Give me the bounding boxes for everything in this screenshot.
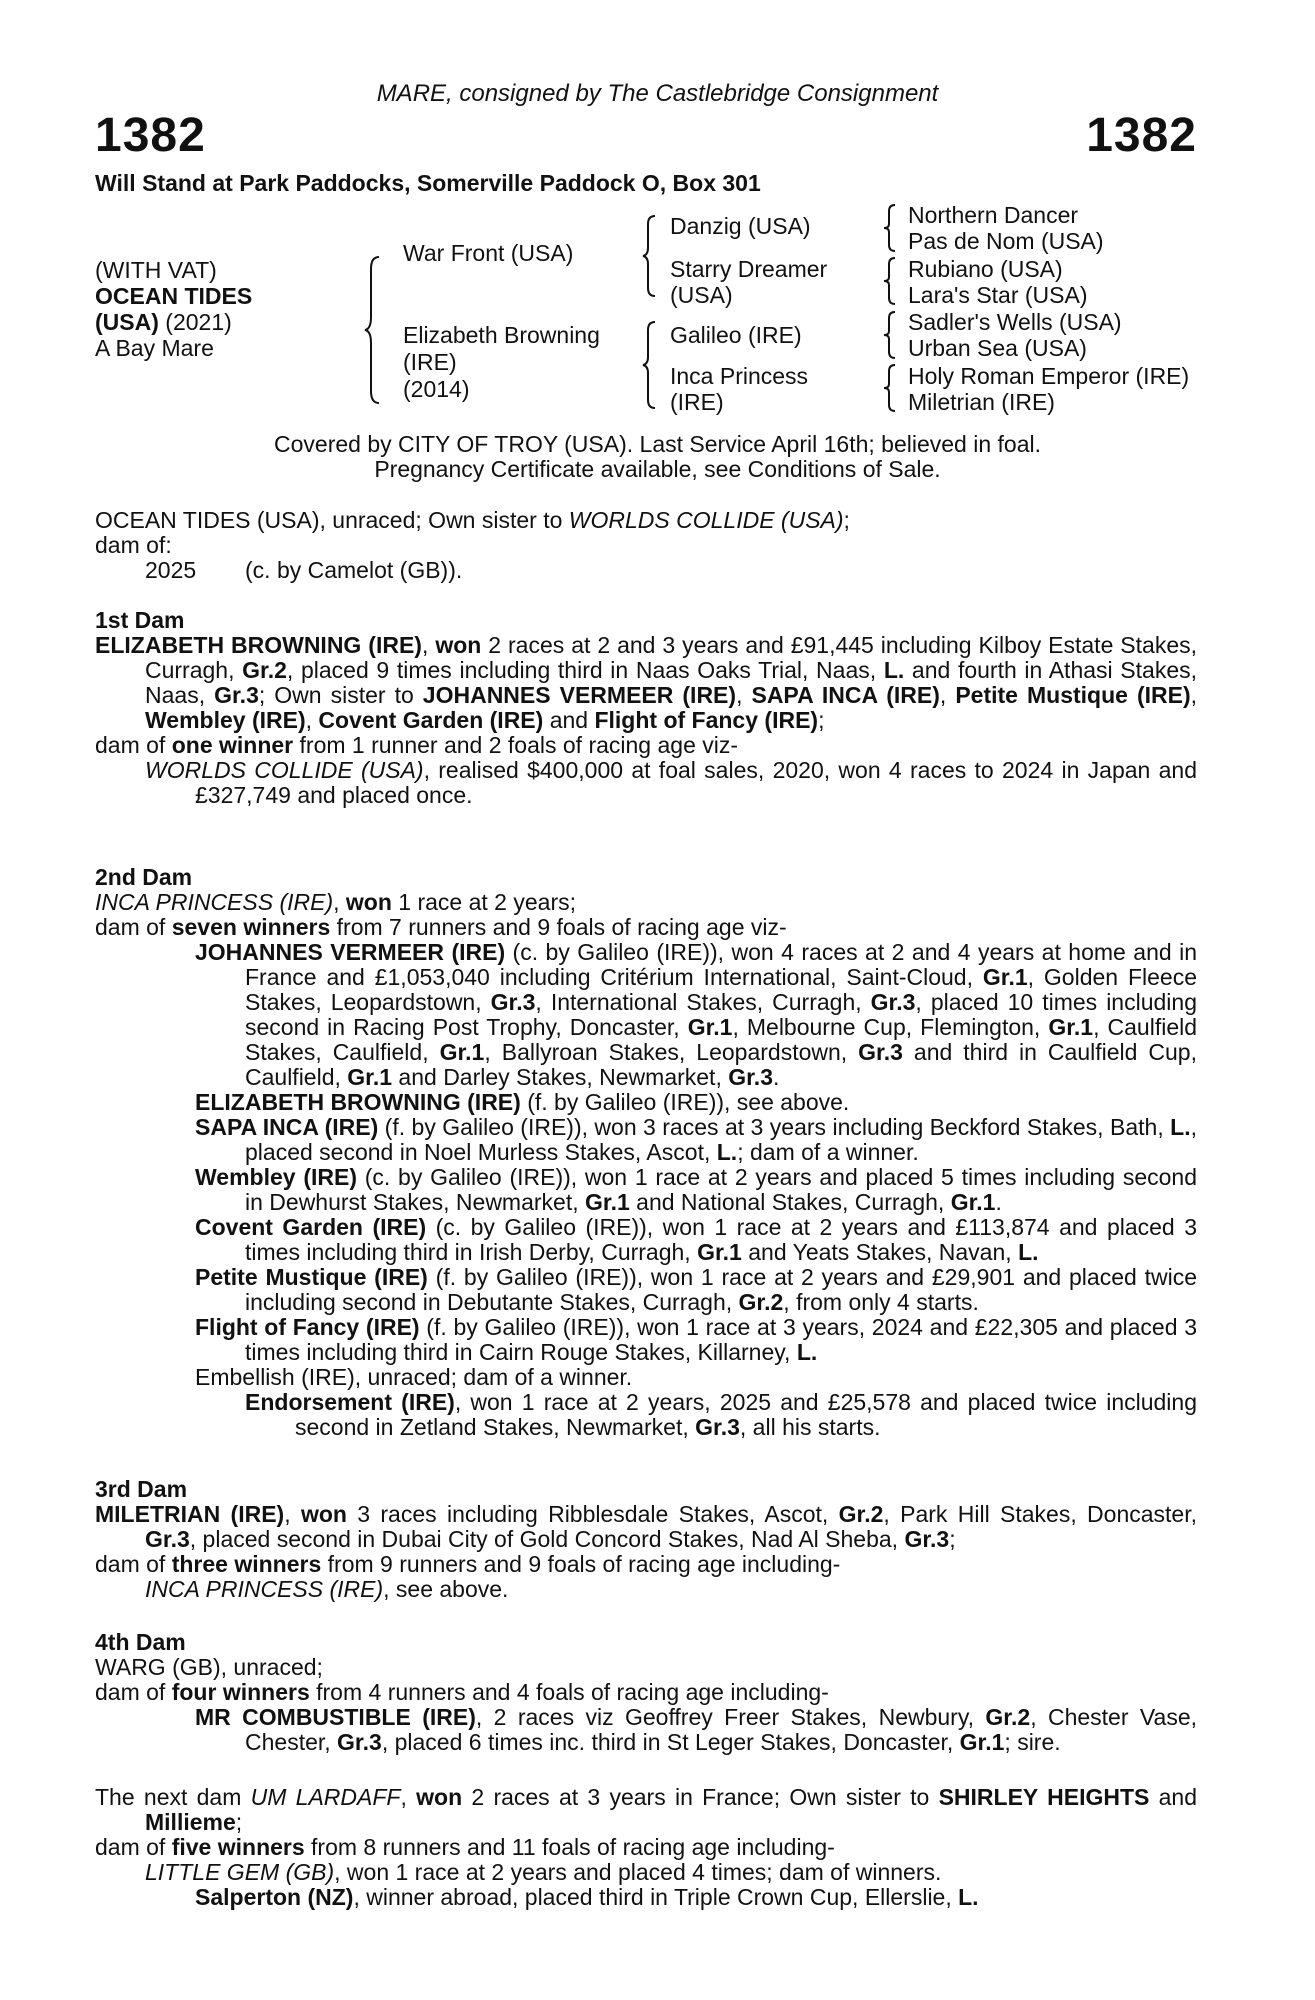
next-dam-produce-summary [95, 1835, 1197, 1860]
text: , see above. [383, 1576, 509, 1602]
dam-line3: (2014) [403, 376, 470, 402]
first-dam-heading: 1st Dam [95, 607, 185, 633]
grade: L. [1018, 1239, 1039, 1265]
text: and third in Caulfield Cup, Caulfield, [245, 1039, 1197, 1090]
text: ; [235, 1809, 243, 1835]
third-dam-section [95, 1477, 1197, 1602]
fourth-dam-heading: 4th Dam [95, 1629, 186, 1655]
text: and Yeats Stakes, Navan, [741, 1239, 1019, 1265]
grade: Gr.1 [982, 964, 1028, 990]
text: (f. by Galileo (IRE)), won 1 race at 2 years and £29,901 and placed twice including second in Debutante Stakes, Curragh, [245, 1264, 1197, 1315]
third-dam-record [95, 1502, 1197, 1552]
offspring-name: Petite Mustique (IRE) [195, 1264, 428, 1290]
offspring-mr-combustible [95, 1705, 1197, 1755]
ggp-sss: Northern Dancer [908, 202, 1079, 228]
second-dam-heading: 2nd Dam [95, 864, 193, 890]
grade: Gr.1 [950, 1189, 996, 1215]
text: , [939, 682, 956, 708]
ggp-ssd: Pas de Nom (USA) [908, 228, 1104, 254]
winner-count: four winners [171, 1679, 310, 1705]
text: , 2 races viz Geoffrey Freer Stakes, Newbury, [475, 1704, 986, 1730]
text: ; [949, 1526, 956, 1552]
dam-sire: Galileo (IRE) [670, 322, 802, 348]
text: , Melbourne Cup, Flemington, [732, 1014, 1049, 1040]
grade: Gr.1 [687, 1014, 733, 1040]
sire-dam-brace [365, 255, 385, 405]
lot-number-right: 1382 [1086, 109, 1197, 162]
horse-description: A Bay Mare [95, 335, 214, 361]
intro-punct: ; [843, 507, 850, 533]
grade: Gr.3 [904, 1526, 950, 1552]
offspring-name: SAPA INCA (IRE) [195, 1114, 379, 1140]
text: (f. by Galileo (IRE)), won 3 races at 3 years including Beckford Stakes, Bath, [378, 1114, 1171, 1140]
grade: L. [796, 1339, 818, 1365]
second-dam-section [95, 865, 1197, 1440]
dam-dam-line2: (IRE) [670, 389, 724, 415]
foal-desc: (c. by Camelot (GB)). [245, 557, 463, 583]
grade: Gr.3 [490, 989, 536, 1015]
text: , [736, 682, 752, 708]
text: , realised $400,000 at foal sales, 2020, won 4 races to 2024 in Japan and £327,749 and placed once. [195, 757, 1197, 808]
text: , Caulfield Stakes, Caulfield, [245, 1014, 1198, 1065]
offspring-name: WORLDS COLLIDE (USA) [145, 757, 424, 783]
offspring-flight-of-fancy [95, 1315, 1197, 1365]
foal-year: 2025 [145, 557, 197, 583]
text: , placed 9 times including third in Naas Oaks Trial, Naas, [286, 657, 884, 683]
won-label: won [435, 632, 482, 658]
grade: Gr.1 [585, 1189, 630, 1215]
brace-gd4 [884, 363, 898, 413]
sibling-name: JOHANNES VERMEER (IRE) [422, 682, 737, 708]
text: , International Stakes, Curragh, [535, 989, 871, 1015]
grade: Gr.3 [870, 989, 916, 1015]
offspring-name: Flight of Fancy (IRE) [195, 1314, 420, 1340]
next-dam-name: UM LARDAFF [250, 1784, 401, 1810]
brace-gd3 [884, 310, 898, 360]
ggp-dsd: Urban Sea (USA) [908, 335, 1087, 361]
text: . [773, 1064, 780, 1090]
winner-count: seven winners [171, 914, 331, 940]
offspring-name: Wembley (IRE) [195, 1164, 357, 1190]
offspring-elizabeth-browning [95, 1090, 1197, 1115]
intro-sister: WORLDS COLLIDE (USA) [568, 507, 844, 533]
grade: Gr.2 [838, 1501, 884, 1527]
dam-line2: (IRE) [403, 349, 457, 375]
text: , [333, 889, 346, 915]
offspring-petite-mustique [95, 1265, 1197, 1315]
text: , Golden Fleece Stakes, Leopardstown, [245, 964, 1197, 1015]
brace-gd1 [884, 203, 898, 253]
offspring-name: Endorsement (IRE) [245, 1389, 455, 1415]
grade: L. [1170, 1114, 1191, 1140]
text: and Darley Stakes, Newmarket, [392, 1064, 729, 1090]
third-dam-heading: 3rd Dam [95, 1476, 188, 1502]
grade: Gr.3 [214, 682, 259, 708]
text: and fourth in Athasi Stakes, Naas, [145, 657, 1198, 708]
text: ; sire. [1004, 1729, 1061, 1755]
grade: Gr.1 [439, 1039, 485, 1065]
horse-year: (2021) [165, 309, 232, 335]
sibling-name: Wembley (IRE) [145, 707, 306, 733]
won-label: won [345, 889, 392, 915]
offspring-little-gem [95, 1860, 1197, 1885]
text: 2 races at 3 years in France; Own sister to [462, 1784, 939, 1810]
grade: Gr.2 [738, 1289, 784, 1315]
text: (f. by Galileo (IRE)), see above. [520, 1089, 850, 1115]
next-dam-section [95, 1785, 1197, 1910]
sibling-name: SHIRLEY HEIGHTS [938, 1784, 1150, 1810]
dam-dam-line1: Inca Princess [670, 363, 809, 389]
text: from 4 runners and 4 foals of racing age including- [309, 1679, 829, 1705]
text: dam of [95, 1551, 172, 1577]
grade: Gr.1 [347, 1064, 393, 1090]
sire-parents-brace [643, 214, 659, 298]
ggp-dss: Sadler's Wells (USA) [908, 309, 1122, 335]
grade: Gr.3 [858, 1039, 903, 1065]
offspring-sapa-inca [95, 1115, 1197, 1165]
winner-count: one winner [171, 732, 294, 758]
text: and [543, 707, 595, 733]
sire-dam-line2: (USA) [670, 282, 733, 308]
text: , won 1 race at 2 years and placed 4 times; dam of winners. [334, 1859, 942, 1885]
offspring-salperton [95, 1885, 1197, 1910]
text: dam of [95, 914, 172, 940]
horse-origin [95, 309, 232, 336]
sibling-name: SAPA INCA (IRE) [751, 682, 940, 708]
stabling-location: Will Stand at Park Paddocks, Somerville Paddock O, Box 301 [95, 170, 761, 196]
third-dam-name: MILETRIAN (IRE) [95, 1501, 285, 1527]
text: , placed 10 times including second in Racing Post Trophy, Doncaster, [245, 989, 1197, 1040]
text: from 7 runners and 9 foals of racing age viz- [330, 914, 787, 940]
text: , placed second in Dubai City of Gold Concord Stakes, Nad Al Sheba, [189, 1526, 905, 1552]
foal-row [95, 558, 1197, 583]
brace-gd2 [884, 256, 898, 306]
sibling-name: Millieme [145, 1809, 236, 1835]
text: and National Stakes, Curragh, [629, 1189, 951, 1215]
offspring-name: LITTLE GEM (GB) [145, 1859, 335, 1885]
third-dam-produce-summary [95, 1552, 1197, 1577]
first-dam-name: ELIZABETH BROWNING (IRE) [95, 632, 422, 658]
winner-count: three winners [171, 1551, 322, 1577]
ggp-sds: Rubiano (USA) [908, 256, 1063, 282]
sire-sire: Danzig (USA) [670, 213, 811, 239]
ggp-dds: Holy Roman Emperor (IRE) [908, 363, 1190, 389]
won-label: won [416, 1784, 463, 1810]
text: , Park Hill Stakes, Doncaster, [883, 1501, 1197, 1527]
grade: Gr.2 [242, 657, 287, 683]
offspring-name: JOHANNES VERMEER (IRE) [195, 939, 506, 965]
third-dam-offspring [95, 1577, 1197, 1602]
text: from 1 runner and 2 foals of racing age viz- [293, 732, 739, 758]
text: , placed second in Noel Murless Stakes, Ascot, [245, 1114, 1197, 1165]
grade: Gr.2 [985, 1704, 1031, 1730]
first-dam-section [95, 608, 1197, 808]
grade: L. [883, 657, 905, 683]
intro-text: OCEAN TIDES (USA), unraced; Own sister to [95, 507, 569, 533]
covering-line2: Pregnancy Certificate available, see Conditions of Sale. [374, 456, 941, 482]
text: ; dam of a winner. [737, 1139, 919, 1165]
text: 3 races including Ribblesdale Stakes, Ascot, [346, 1501, 839, 1527]
grade: Gr.3 [145, 1526, 190, 1552]
sibling-name: Covent Garden (IRE) [318, 707, 544, 733]
text: dam of [95, 1679, 172, 1705]
first-dam-record: ELIZABETH BROWNING (IRE), won 2 races at 2 and 3 years and £91,445 including Kilboy Estate Stakes, Curragh, Gr.2, placed 9 times including third in Naas Oaks Trial, Naas, L. and fourth in Athasi Stakes, Naas, Gr.3; Own sister to JOHANNES VERMEER (IRE), SAPA INCA (IRE), Petite Mustique (IRE), Wembley (IRE), Covent Garden (IRE) and Flight of Fancy (IRE); [95, 632, 1198, 733]
text: . [995, 1189, 1002, 1215]
text: from 8 runners and 11 foals of racing age including- [304, 1834, 835, 1860]
text: , Ballyroan Stakes, Leopardstown, [484, 1039, 859, 1065]
offspring-johannes-vermeer [95, 940, 1197, 1090]
offspring-covent-garden [95, 1215, 1197, 1265]
grade: L. [958, 1884, 979, 1910]
offspring-embellish: Embellish (IRE), unraced; dam of a winner. [195, 1364, 633, 1390]
text: dam of [95, 732, 172, 758]
text: , [1190, 682, 1198, 708]
offspring-name: MR COMBUSTIBLE (IRE) [195, 1704, 476, 1730]
grade: Gr.3 [728, 1064, 773, 1090]
ggp-ddd: Miletrian (IRE) [908, 389, 1055, 415]
offspring-name: ELIZABETH BROWNING (IRE) [195, 1089, 521, 1115]
grade: Gr.1 [959, 1729, 1005, 1755]
grade: Gr.1 [1048, 1014, 1094, 1040]
text: dam of [95, 1834, 172, 1860]
covering-note [0, 432, 1315, 482]
text: , winner abroad, placed third in Triple Crown Cup, Ellerslie, [353, 1884, 959, 1910]
second-dam-record [95, 890, 1197, 915]
offspring-name: INCA PRINCESS (IRE) [145, 1576, 384, 1602]
text: (c. by Galileo (IRE)), won 1 race at 2 years and £113,874 and placed 3 times including third in Irish Derby, Curragh, [245, 1214, 1197, 1265]
won-label: won [300, 1501, 347, 1527]
covering-line1: Covered by CITY OF TROY (USA). Last Service April 16th; believed in foal. [274, 431, 1041, 457]
winner-count: five winners [171, 1834, 305, 1860]
text: ; [818, 707, 825, 733]
text: 1 race at 2 years; [391, 889, 576, 915]
text: , Chester Vase, Chester, [245, 1704, 1197, 1755]
horse-country: (USA) [95, 309, 159, 335]
next-dam-record [95, 1785, 1197, 1835]
text: (c. by Galileo (IRE)), won 1 race at 2 years and placed 5 times including second in Dewhurst Stakes, Newmarket, [245, 1164, 1197, 1215]
grandoffspring-endorsement [95, 1390, 1197, 1440]
dam-line1: Elizabeth Browning [403, 322, 600, 348]
text: , won 1 race at 2 years, 2025 and £25,578 and placed twice including second in Zetland Stakes, Newmarket, [295, 1389, 1197, 1440]
text: , from only 4 starts. [783, 1289, 979, 1315]
offspring-name: Salperton (NZ) [195, 1884, 354, 1910]
offspring-wembley [95, 1165, 1197, 1215]
consignor-line: MARE, consigned by The Castlebridge Consignment [376, 80, 939, 107]
text: from 9 runners and 9 foals of racing age including- [321, 1551, 841, 1577]
text: (f. by Galileo (IRE)), won 1 race at 3 years, 2024 and £22,305 and placed 3 times including third in Cairn Rouge Stakes, Killarney, [245, 1314, 1197, 1365]
dam-parents-brace [643, 320, 659, 410]
first-dam-offspring [95, 758, 1197, 808]
offspring-name: Covent Garden (IRE) [195, 1214, 427, 1240]
fourth-dam-produce-summary [95, 1680, 1197, 1705]
text: , placed 6 times inc. third in St Leger Stakes, Doncaster, [381, 1729, 960, 1755]
intro-line [95, 508, 1197, 533]
grade: Gr.1 [697, 1239, 742, 1265]
text: ; Own sister to [258, 682, 423, 708]
text: , [400, 1784, 417, 1810]
fourth-dam-record: WARG (GB), unraced; [95, 1654, 323, 1680]
horse-name: OCEAN TIDES [95, 283, 253, 309]
first-dam-produce-summary [95, 733, 1197, 758]
sire-dam-line1: Starry Dreamer [670, 256, 828, 282]
grade: Gr.3 [337, 1729, 382, 1755]
text: , all his starts. [739, 1414, 881, 1440]
text: and [1149, 1784, 1197, 1810]
intro-section [95, 508, 1197, 583]
text: , [305, 707, 319, 733]
fourth-dam-section [95, 1630, 1197, 1755]
second-dam-name: INCA PRINCESS (IRE) [95, 889, 334, 915]
sibling-name: Flight of Fancy (IRE) [594, 707, 819, 733]
text: 2 races at 2 and 3 years and £91,445 including Kilboy Estate Stakes, Curragh, [145, 632, 1198, 683]
grade: Gr.3 [695, 1414, 740, 1440]
ggp-sdd: Lara's Star (USA) [908, 282, 1088, 308]
text: The next dam [95, 1784, 251, 1810]
text: , [284, 1501, 301, 1527]
sibling-name: Petite Mustique (IRE) [955, 682, 1191, 708]
sire: War Front (USA) [403, 240, 574, 266]
intro-damof: dam of: [95, 532, 172, 558]
vat-note: (WITH VAT) [95, 257, 217, 283]
grade: L. [716, 1139, 738, 1165]
lot-number-left: 1382 [95, 109, 206, 162]
second-dam-produce-summary [95, 915, 1197, 940]
text: (c. by Galileo (IRE)), won 4 races at 2 and 4 years at home and in France and £1,053,040 including Critérium International, Saint-Cloud, [245, 939, 1197, 990]
